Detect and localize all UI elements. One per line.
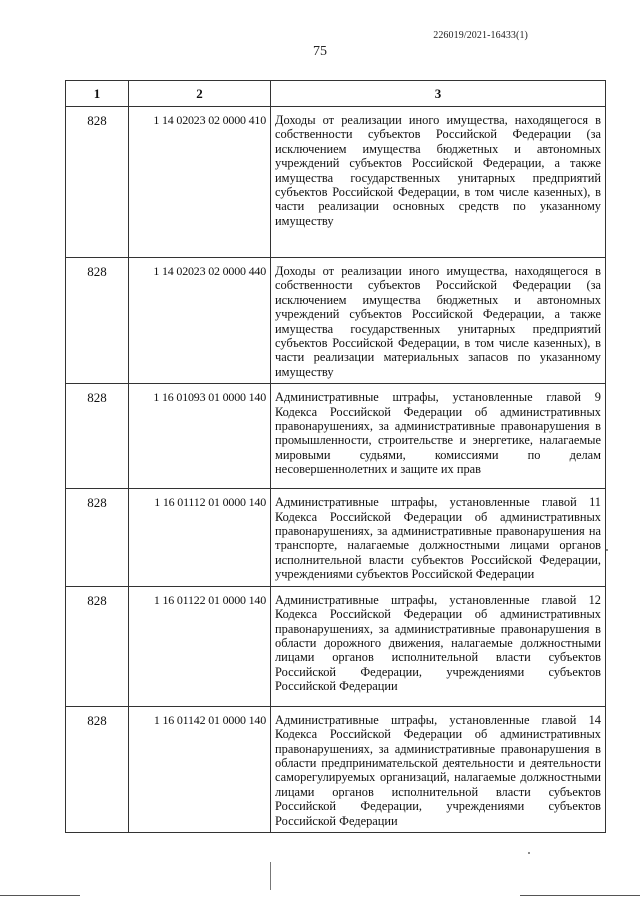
- revenue-codes-table: [65, 80, 606, 833]
- description-cell: Административные штрафы, установленные главой 11 Кодекса Российской Федерации об административных правонарушениях, за административные правонарушения на транспорте, налагаемые должностными лицами органов исполнительной власти субъектов Российской Федерации, учреждениями субъектов Российской Федерации: [271, 489, 606, 586]
- page-number: 75: [313, 44, 327, 59]
- description-cell: Административные штрафы, установленные главой 12 Кодекса Российской Федерации об административных правонарушениях, за административные правонарушения в области дорожного движения, налагаемые должностными лицами органов исполнительной власти субъектов Российской Федерации, учреждениями субъектов Российской Федерации: [271, 586, 606, 706]
- document-id: 226019/2021-16433(1): [433, 30, 528, 41]
- column-header-1: 1: [66, 81, 129, 107]
- kbk-code-cell: 1 14 02023 02 0000 410: [129, 107, 271, 258]
- description-cell: Административные штрафы, установленные главой 14 Кодекса Российской Федерации об административных правонарушениях, за административные правонарушения в области предпринимательской деятельности и деятельности саморегулируемых организаций, налагаемые должностными лицами органов исполнительной власти субъектов Российской Федерации, учреждениями субъектов Российской Федерации: [271, 706, 606, 832]
- admin-code-cell: 828: [66, 258, 129, 384]
- kbk-code-cell: 1 16 01093 01 0000 140: [129, 384, 271, 489]
- table-row: [66, 489, 606, 586]
- admin-code-cell: 828: [66, 107, 129, 258]
- scan-artifact-line: [270, 862, 271, 890]
- kbk-code-cell: 1 14 02023 02 0000 440: [129, 258, 271, 384]
- admin-code-cell: 828: [66, 384, 129, 489]
- admin-code-cell: 828: [66, 489, 129, 586]
- admin-code-cell: 828: [66, 706, 129, 832]
- scan-artifact-dot: [606, 549, 608, 551]
- description-cell: Административные штрафы, установленные главой 9 Кодекса Российской Федерации об административных правонарушениях, за административные правонарушения в промышленности, строительстве и энергетике, налагаемые мировыми судьями, комиссиями по делам несовершеннолетних и защите их прав: [271, 384, 606, 489]
- admin-code-cell: 828: [66, 586, 129, 706]
- kbk-code-cell: 1 16 01142 01 0000 140: [129, 706, 271, 832]
- kbk-code-cell: 1 16 01112 01 0000 140: [129, 489, 271, 586]
- scan-artifact-bottom-right: [520, 895, 640, 896]
- table-row: [66, 107, 606, 258]
- table-row: [66, 586, 606, 706]
- description-cell: Доходы от реализации иного имущества, находящегося в собственности субъектов Российской Федерации (за исключением имущества бюджетных и автономных учреждений субъектов Российской Федерации, а также имущества государственных унитарных предприятий субъектов Российской Федерации, в том числе казенных), в части реализации материальных запасов по указанному имуществу: [271, 258, 606, 384]
- table-row: [66, 706, 606, 832]
- table-row: [66, 258, 606, 384]
- table-row: [66, 384, 606, 489]
- table-header-row: [66, 81, 606, 107]
- column-header-3: 3: [271, 81, 606, 107]
- description-cell: Доходы от реализации иного имущества, находящегося в собственности субъектов Российской Федерации (за исключением имущества бюджетных и автономных учреждений субъектов Российской Федерации, а также имущества государственных унитарных предприятий субъектов Российской Федерации, в том числе казенных), в части реализации основных средств по указанному имуществу: [271, 107, 606, 258]
- scan-artifact-dot: [528, 852, 530, 854]
- kbk-code-cell: 1 16 01122 01 0000 140: [129, 586, 271, 706]
- column-header-2: 2: [129, 81, 271, 107]
- scan-artifact-bottom-left: [0, 895, 80, 896]
